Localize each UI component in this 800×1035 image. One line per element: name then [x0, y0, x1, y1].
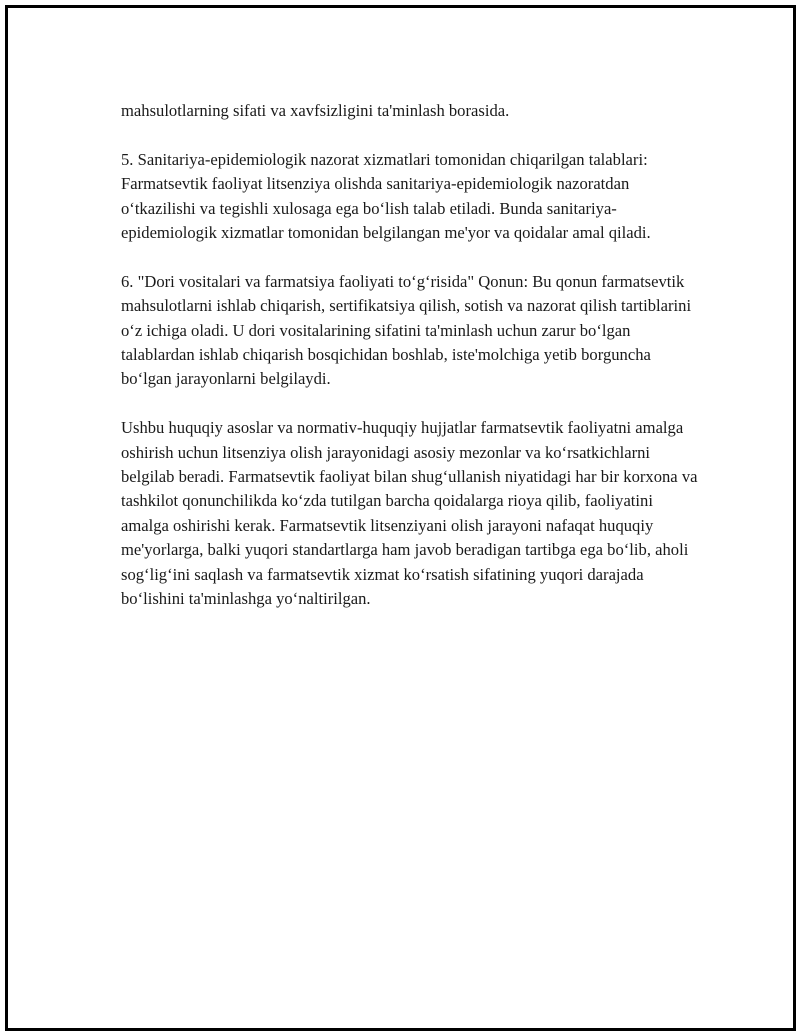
document-body	[121, 99, 701, 636]
paragraph-item-5: 5. Sanitariya-epidemiologik nazorat xizmatlari tomonidan chiqarilgan talablari: Farmatsevtik faoliyat litsenziya olishda sanitariya-epidemiologik nazoratdan o‘tkazilishi va tegishli xulosaga ega bo‘lish talab etiladi. Bunda sanitariya-epidemiologik xizmatlar tomonidan belgilangan me'yor va qoidalar amal qiladi.	[121, 149, 651, 243]
paragraph-item-6: 6. "Dori vositalari va farmatsiya faoliyati to‘g‘risida" Qonun: Bu qonun farmatsevtik mahsulotlarni ishlab chiqarish, sertifikatsiya qilish, sotish va nazorat qilish tartiblarini o‘z ichiga oladi. U dori vositalarining sifatini ta'minlash uchun zarur bo‘lgan talablardan ishlab chiqarish bosqichidan boshlab, iste'molchiga yetib borguncha bo‘lgan jarayonlarni belgilaydi.	[121, 271, 692, 389]
page-frame	[5, 5, 796, 1031]
paragraph-conclusion: Ushbu huquqiy asoslar va normativ-huquqiy hujjatlar farmatsevtik faoliyatni amalga oshirish uchun litsenziya olish jarayonidagi asosiy mezonlar va ko‘rsatkichlarni belgilab beradi. Farmatsevtik faoliyat bilan shug‘ullanish niyatidagi har bir korxona va tashkilot qonunchilikda ko‘zda tutilgan barcha qoidalarga rioya qilib, faoliyatini amalga oshirishi kerak. Farmatsevtik litsenziyani olish jarayoni nafaqat huquqiy me'yorlarga, balki yuqori standartlarga ham javob beradigan tartibga ega bo‘lib, aholi sog‘lig‘ini saqlash va farmatsevtik xizmat ko‘rsatish sifatining yuqori darajada bo‘lishini ta'minlashga yo‘naltirilgan.	[121, 418, 698, 609]
paragraph-intro-continuation: mahsulotlarning sifati va xavfsizligini ta'minlash borasida.	[121, 101, 510, 120]
